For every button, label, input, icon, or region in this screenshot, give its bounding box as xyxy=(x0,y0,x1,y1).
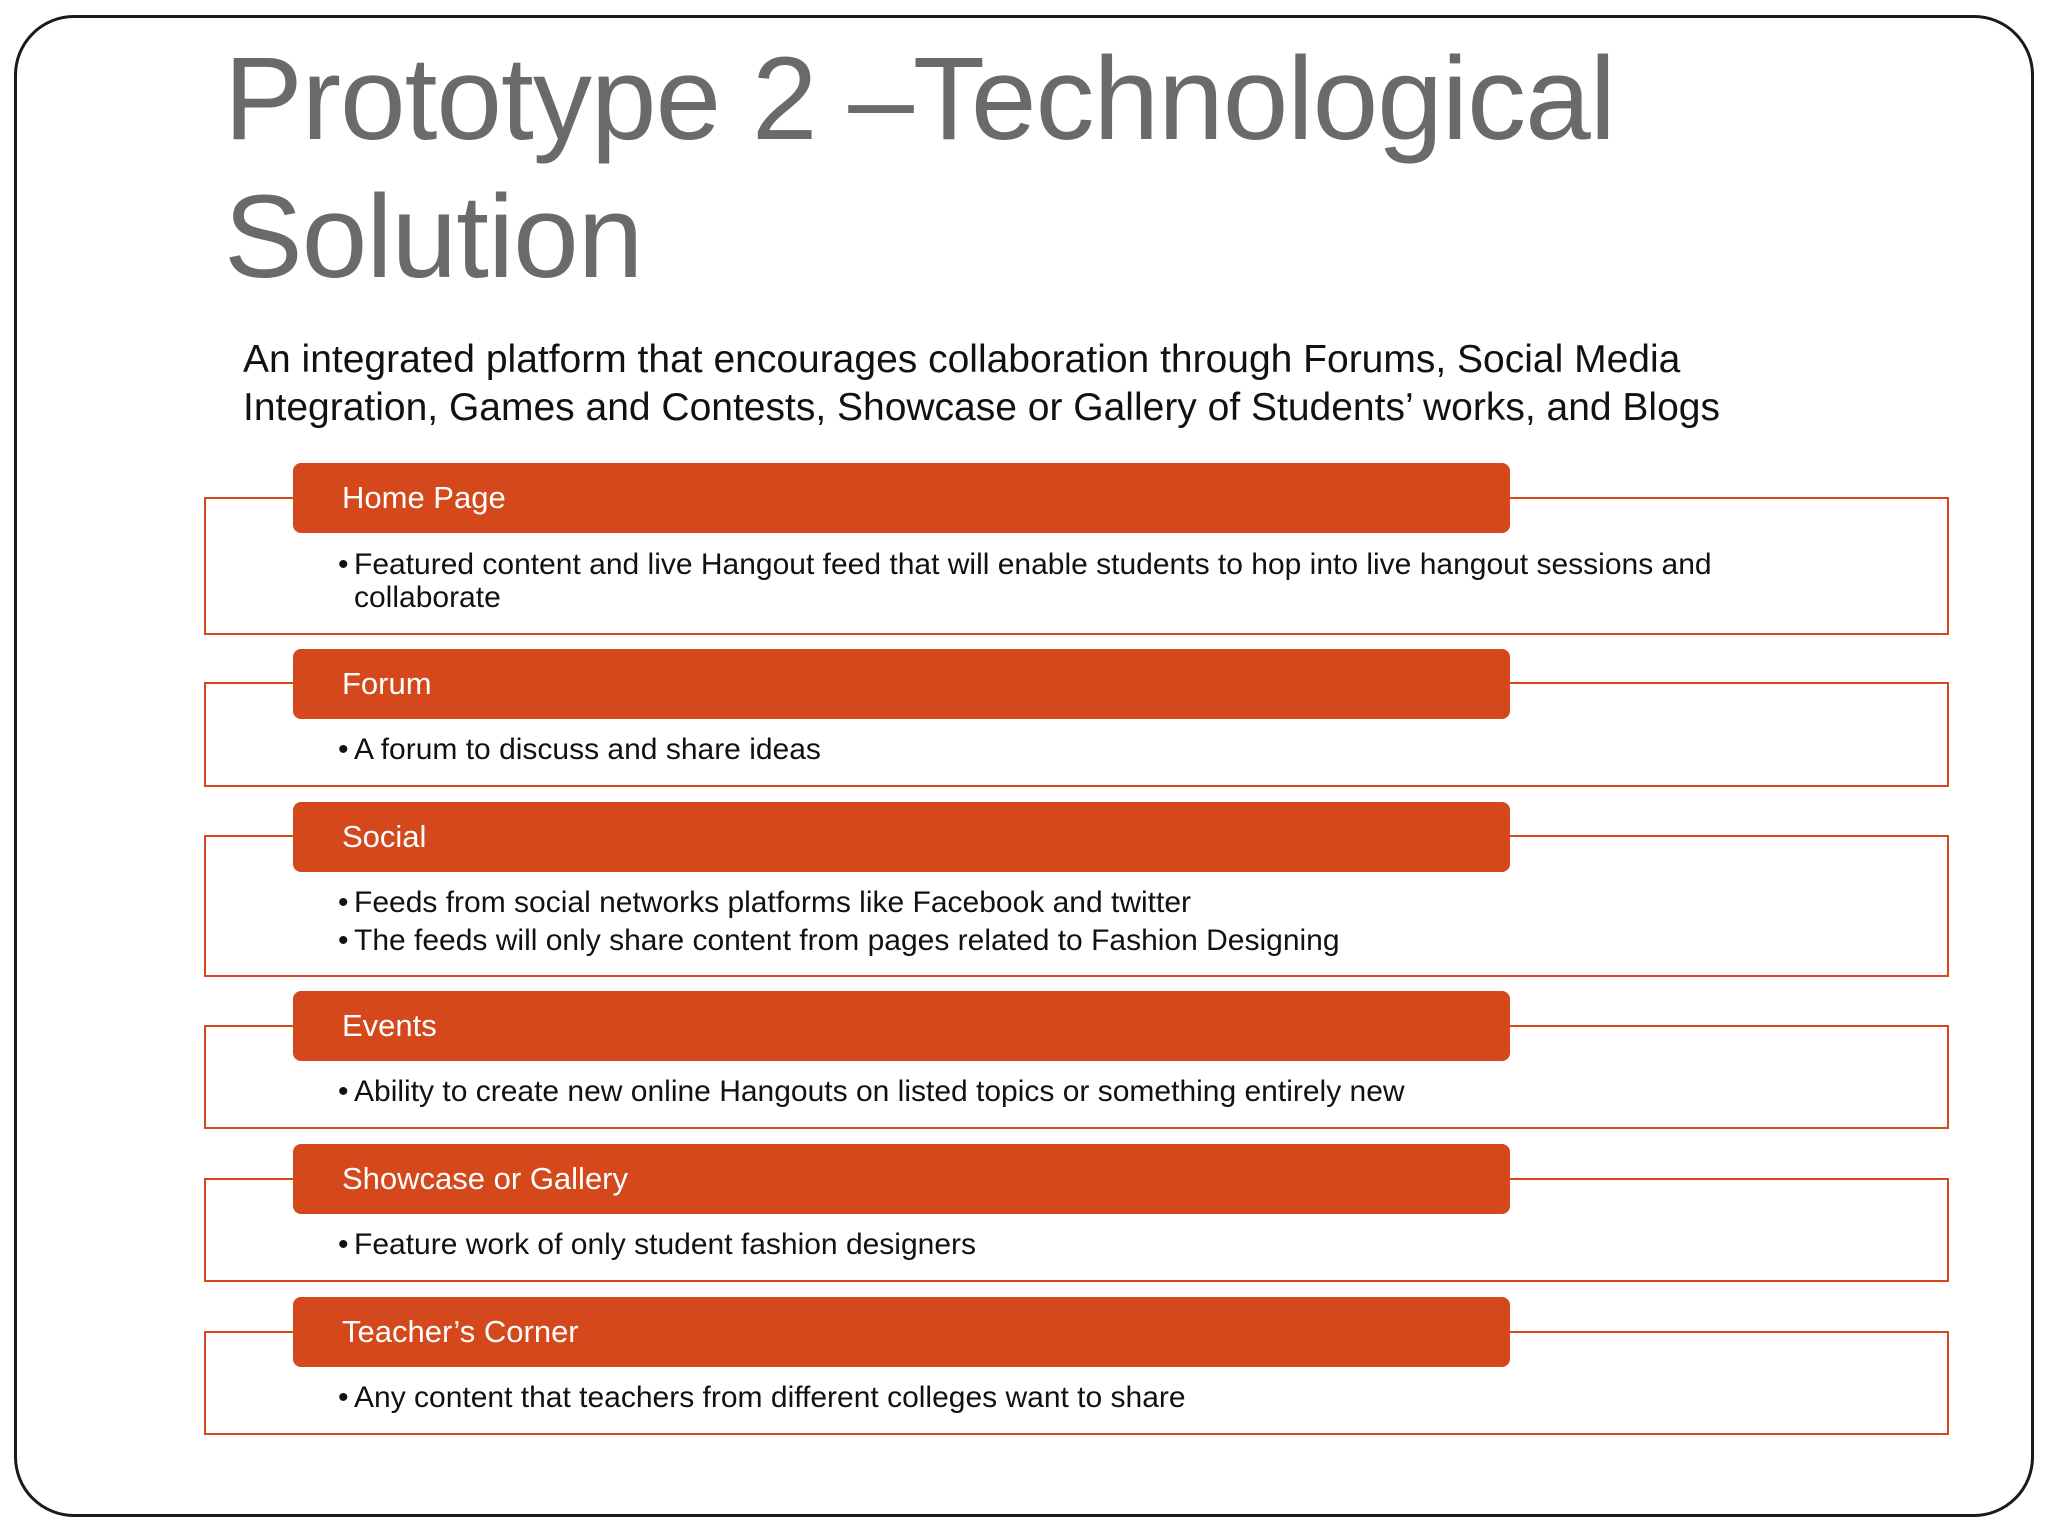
bullet xyxy=(338,884,1808,922)
bullet-text: The feeds will only share content from pages related to Fashion Designing xyxy=(354,924,1340,957)
bullet-symbol: • xyxy=(338,1381,349,1414)
item-header: Events xyxy=(293,991,1510,1061)
bullet-text: A forum to discuss and share ideas xyxy=(354,733,821,766)
bullet xyxy=(338,1226,1808,1264)
item-header: Teacher’s Corner xyxy=(293,1297,1510,1367)
slide-title: Prototype 2 –Technological Solution xyxy=(224,33,1615,303)
item-bullets xyxy=(338,1226,1808,1264)
bullet-symbol: • xyxy=(338,733,349,766)
bullet xyxy=(338,548,1808,614)
bullet xyxy=(338,731,1808,769)
item-header: Showcase or Gallery xyxy=(293,1144,1510,1214)
bullet-text: Any content that teachers from different colleges want to share xyxy=(354,1381,1186,1414)
item-header: Social xyxy=(293,802,1510,872)
bullet xyxy=(338,922,1808,960)
bullet-symbol: • xyxy=(338,924,349,957)
bullet xyxy=(338,1379,1808,1417)
bullet-symbol: • xyxy=(338,1228,349,1261)
intro-paragraph: An integrated platform that encourages collaboration through Forums, Social Media Integration, Games and Contests, Showcase or Gallery of Students’ works, and Blogs xyxy=(243,338,1720,429)
item-header: Home Page xyxy=(293,463,1510,533)
bullet-text: Feature work of only student fashion designers xyxy=(354,1228,977,1261)
item-bullets xyxy=(338,1073,1808,1111)
item-bullets xyxy=(338,731,1808,769)
bullet-text: Feeds from social networks platforms like Facebook and twitter xyxy=(354,886,1191,919)
bullet-symbol: • xyxy=(338,1075,349,1108)
item-bullets xyxy=(338,548,1808,614)
item-bullets xyxy=(338,1379,1808,1417)
bullet-symbol: • xyxy=(338,886,349,919)
bullet xyxy=(338,1073,1808,1111)
bullet-symbol: • xyxy=(338,548,349,581)
item-header: Forum xyxy=(293,649,1510,719)
bullet-text: Ability to create new online Hangouts on listed topics or something entirely new xyxy=(354,1075,1405,1108)
item-bullets xyxy=(338,884,1808,960)
bullet-text: Featured content and live Hangout feed that will enable students to hop into live hangout sessions and collaborate xyxy=(354,548,1712,614)
